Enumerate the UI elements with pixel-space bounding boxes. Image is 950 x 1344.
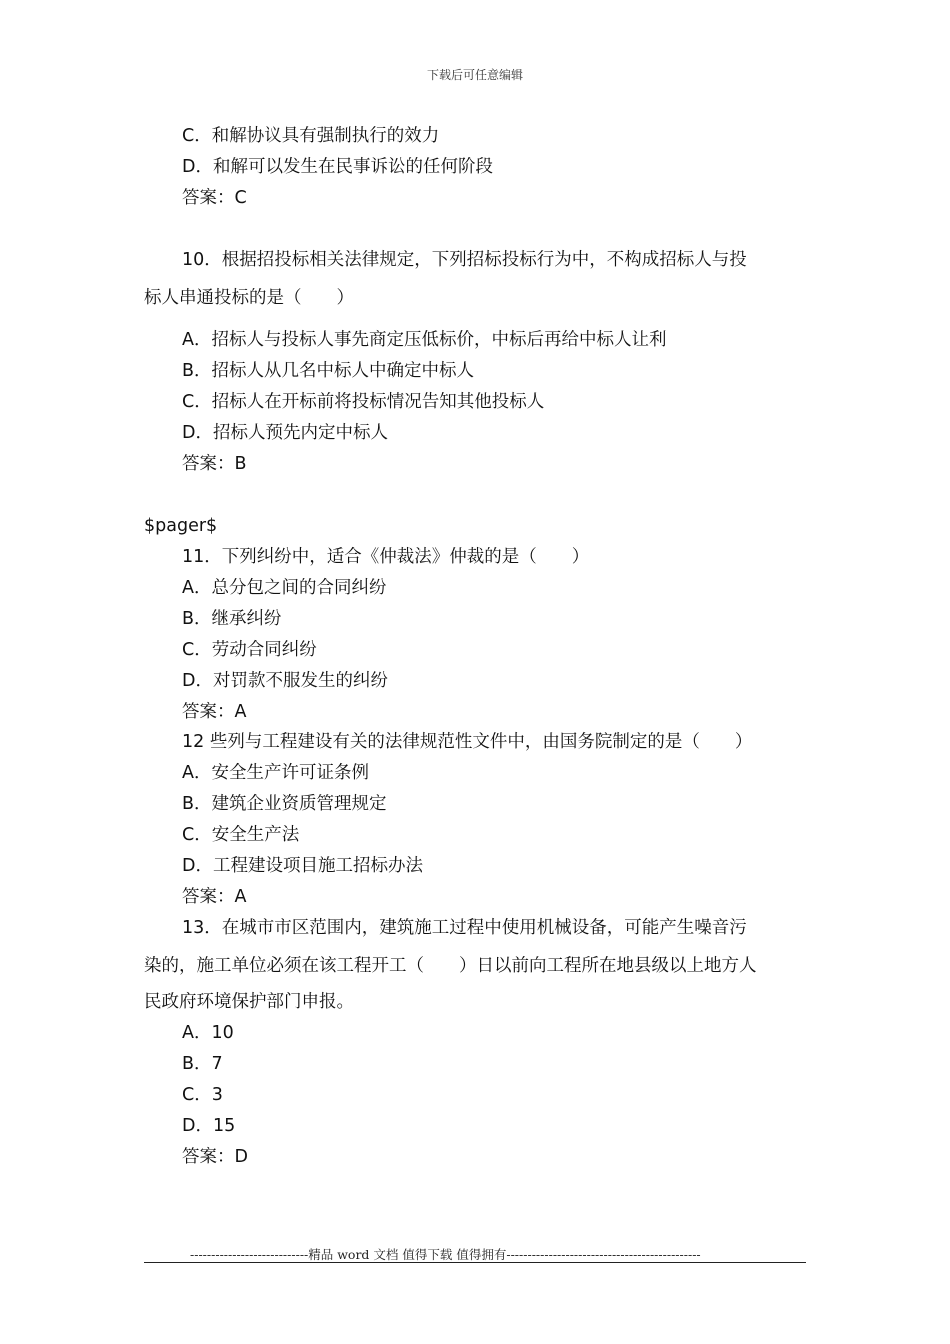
q10-option-b: B．招标人从几名中标人中确定中标人 [182,361,475,381]
q13-option-c: C．3 [182,1085,223,1105]
prev-option-d: D．和解可以发生在民事诉讼的任何阶段 [182,157,493,177]
q12-option-d: D．工程建设项目施工招标办法 [182,856,423,876]
page-header: 下载后可任意编辑 [426,68,523,82]
q13-stem-line1: 13．在城市市区范围内，建筑施工过程中使用机械设备，可能产生噪音污 [182,918,747,938]
q10-stem-line2: 标人串通投标的是（ ） [144,288,354,308]
q12-option-b: B．建筑企业资质管理规定 [182,794,387,814]
q11-answer: 答案：A [182,702,247,722]
prev-answer: 答案：C [182,188,247,208]
q11-option-b: B．继承纠纷 [182,609,282,629]
q13-stem-line3: 民政府环境保护部门申报。 [144,992,354,1012]
q12-answer: 答案：A [182,887,247,907]
q13-option-d: D．15 [182,1116,236,1136]
q13-stem-line2: 染的，施工单位必须在该工程开工（ ）日以前向工程所在地县级以上地方人 [144,956,757,976]
q13-answer: 答案：D [182,1147,248,1167]
q13-option-a: A．10 [182,1023,234,1043]
q13-option-b: B．7 [182,1054,223,1074]
q11-stem: 11．下列纠纷中，适合《仲裁法》仲裁的是（ ） [182,547,590,567]
q11-option-a: A．总分包之间的合同纠纷 [182,578,387,598]
page-footer: ----------------------------精品 word 文档 值得下载 值得拥有---------------------------------------------- [190,1247,701,1262]
prev-option-c: C．和解协议具有强制执行的效力 [182,126,440,146]
q12-option-c: C．安全生产法 [182,825,300,845]
q10-stem-line1: 10．根据招投标相关法律规定，下列招标投标行为中，不构成招标人与投 [182,250,747,270]
q10-option-c: C．招标人在开标前将投标情况告知其他投标人 [182,392,545,412]
q10-answer: 答案：B [182,454,247,474]
q11-option-c: C．劳动合同纠纷 [182,640,317,660]
pager-marker: $pager$ [144,516,218,536]
q10-option-d: D．招标人预先内定中标人 [182,423,388,443]
q10-option-a: A．招标人与投标人事先商定压低标价，中标后再给中标人让利 [182,330,667,350]
q12-option-a: A．安全生产许可证条例 [182,763,369,783]
q12-stem: 12 些列与工程建设有关的法律规范性文件中，由国务院制定的是（ ） [182,732,753,752]
q11-option-d: D．对罚款不服发生的纠纷 [182,671,388,691]
footer-divider [144,1262,806,1263]
